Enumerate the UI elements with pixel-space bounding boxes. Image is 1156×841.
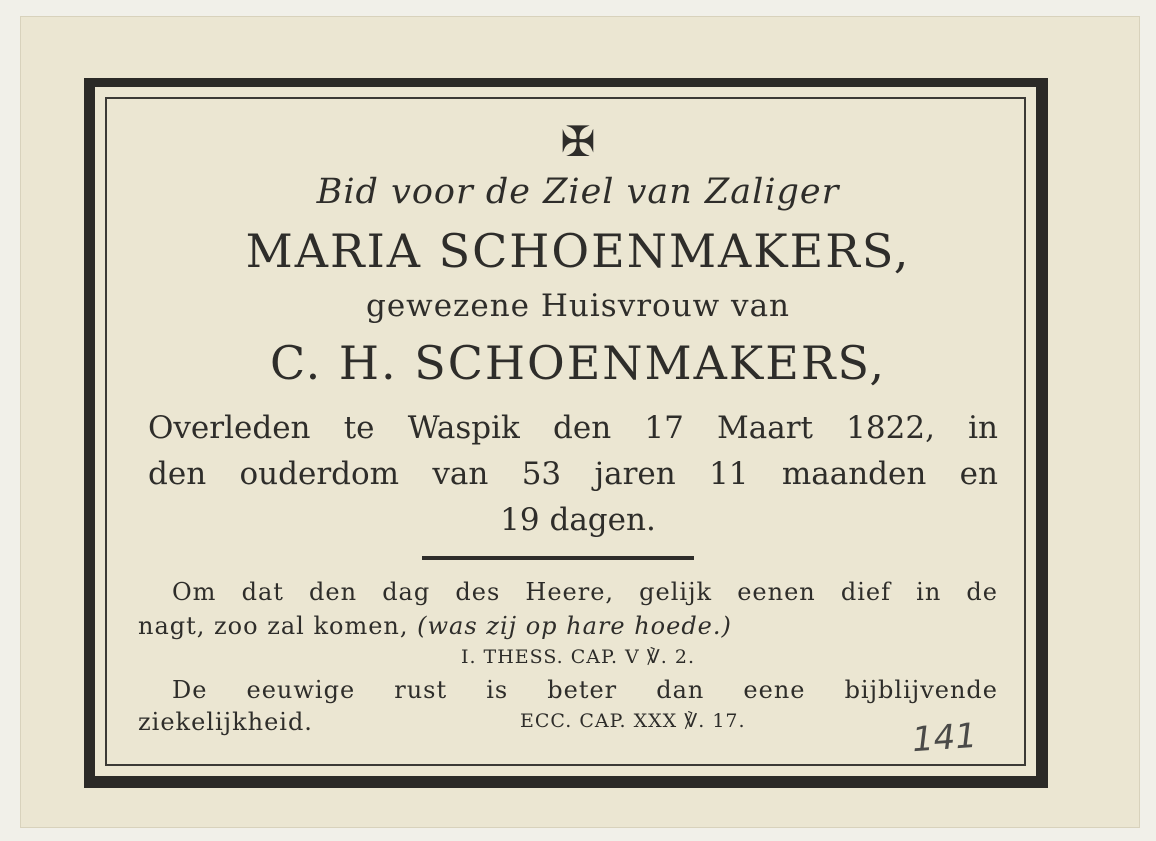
invocation-text: Bid voor de Ziel van Zaliger [316,172,840,212]
verse1-line2 [138,612,732,640]
death-line-2: den ouderdom van 53 jaren 11 maanden en [148,456,998,492]
relation-text: gewezene Huisvrouw van [365,288,791,324]
divider-rule [422,556,694,560]
death-line-3: 19 dagen. [500,502,656,538]
verse1-line2-text: nagt, zoo zal komen, [138,612,409,640]
verse1-reference: I. THESS. CAP. V ℣. 2. [460,646,696,668]
deceased-name: MARIA SCHOENMAKERS, [245,224,911,278]
verse2-line2: ziekelijkheid. [138,708,313,736]
verse1-line1: Om dat den dag des Heere, gelijk eenen dief in de [172,578,998,606]
death-line-1: Overleden te Waspik den 17 Maart 1822, in [148,410,998,446]
handwritten-number: 141 [910,715,979,761]
verse2-reference: ECC. CAP. XXX ℣. 17. [520,710,746,732]
spouse-name: C. H. SCHOENMAKERS, [270,336,886,390]
verse1-italic: (was zij op hare hoede.) [417,612,732,640]
cross-icon: ✠ [560,117,596,166]
verse2-line1: De eeuwige rust is beter dan eene bijblijvende [172,676,998,704]
